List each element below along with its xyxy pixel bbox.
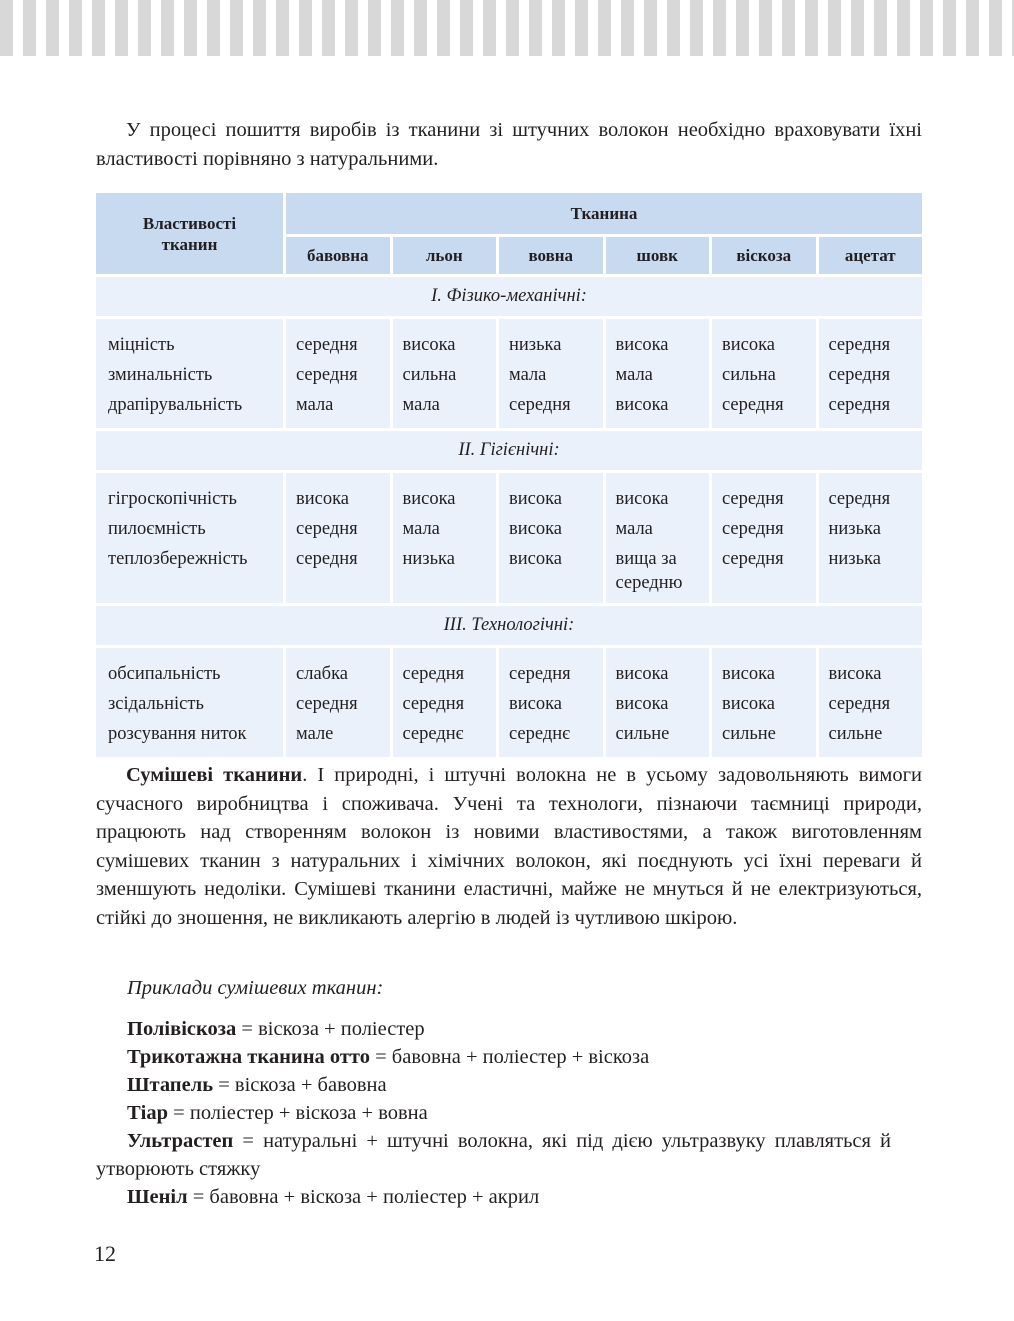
list-item: Штапель = віскоза + бавовна [127,1074,387,1096]
fabric-group-header: Тканина [285,192,924,236]
table-row [95,647,924,759]
fabric-header: ацетат [817,236,924,276]
property-names: міцність зминальність драпірувальність [95,318,285,430]
value-cell: середня висока середнє [498,647,605,759]
fabric-header: вовна [498,236,605,276]
value-cell: середня середня середня [711,472,818,605]
fabric-header: віскоза [711,236,818,276]
value-cell: висока сильна мала [391,318,498,430]
fabric-header: шовк [604,236,711,276]
value-cell: середня середня мала [285,318,392,430]
examples-title: Приклади сумішевих тканин: [127,977,384,999]
table-row [95,318,924,430]
value-cell: висока середня сильне [817,647,924,759]
value-cell: середня середня середня [817,318,924,430]
value-cell: висока мала висока [604,318,711,430]
fabric-properties-table [93,190,925,760]
list-item: Ультрастеп = натуральні + штучні волокна, які під дією ультразвуку плавляться й утворюють стяжку [96,1130,891,1180]
value-cell: висока мала вища за середню [604,472,711,605]
intro-paragraph: У процесі пошиття виробів із тканини зі штучних волокон необхідно враховувати їхні властивості порівняно з натуральними. [96,119,922,170]
table-row [95,472,924,605]
mixed-fabrics-term: Сумішеві тканини [126,764,303,786]
property-names: гігроскопічність пилоємність теплозбережність [95,472,285,605]
value-cell: середня середня середнє [391,647,498,759]
property-names: обсипальність зсідальність розсування ниток [95,647,285,759]
fabric-header: льон [391,236,498,276]
fabric-header: бавовна [285,236,392,276]
corner-header: Властивості тканин [95,192,285,276]
list-item: Тіар = поліестер + віскоза + вовна [127,1102,428,1124]
list-item: Шеніл = бавовна + віскоза + поліестер + акрил [127,1186,540,1208]
value-cell: висока висока сильне [604,647,711,759]
value-cell: слабка середня мале [285,647,392,759]
section-title: II. Гігієнічні: [95,430,924,472]
section-title: III. Технологічні: [95,605,924,647]
decorative-header-stripes [0,0,1014,56]
value-cell: висока висока висока [498,472,605,605]
list-item: Полівіскоза = віскоза + поліестер [127,1018,425,1040]
page-number: 12 [94,1241,116,1266]
value-cell: середня низька низька [817,472,924,605]
section-title: I. Фізико-механічні: [95,276,924,318]
list-item: Трикотажна тканина отто = бавовна + поліестер + віскоза [127,1046,650,1068]
value-cell: висока мала низька [391,472,498,605]
value-cell: висока сильна середня [711,318,818,430]
value-cell: висока висока сильне [711,647,818,759]
value-cell: низька мала середня [498,318,605,430]
value-cell: висока середня середня [285,472,392,605]
mixed-fabrics-paragraph: Сумішеві тканини. І природні, і штучні волокна не в усьому задовольняють вимоги сучасного виробництва і споживача. Учені та технологи, пізнаючи таємниці природи, працюють над створенням волокон із новими властивостями, а також виготовленням сумішевих тканин з натуральних і хімічних волокон, які поєднують усі їхні переваги й зменшують недоліки. Сумішеві тканини еластичні, майже не мнуться й не електризуються, стійкі до зношення, не викликають алергію в людей із чутливою шкірою. [96,764,922,929]
examples-list [96,1015,927,1211]
